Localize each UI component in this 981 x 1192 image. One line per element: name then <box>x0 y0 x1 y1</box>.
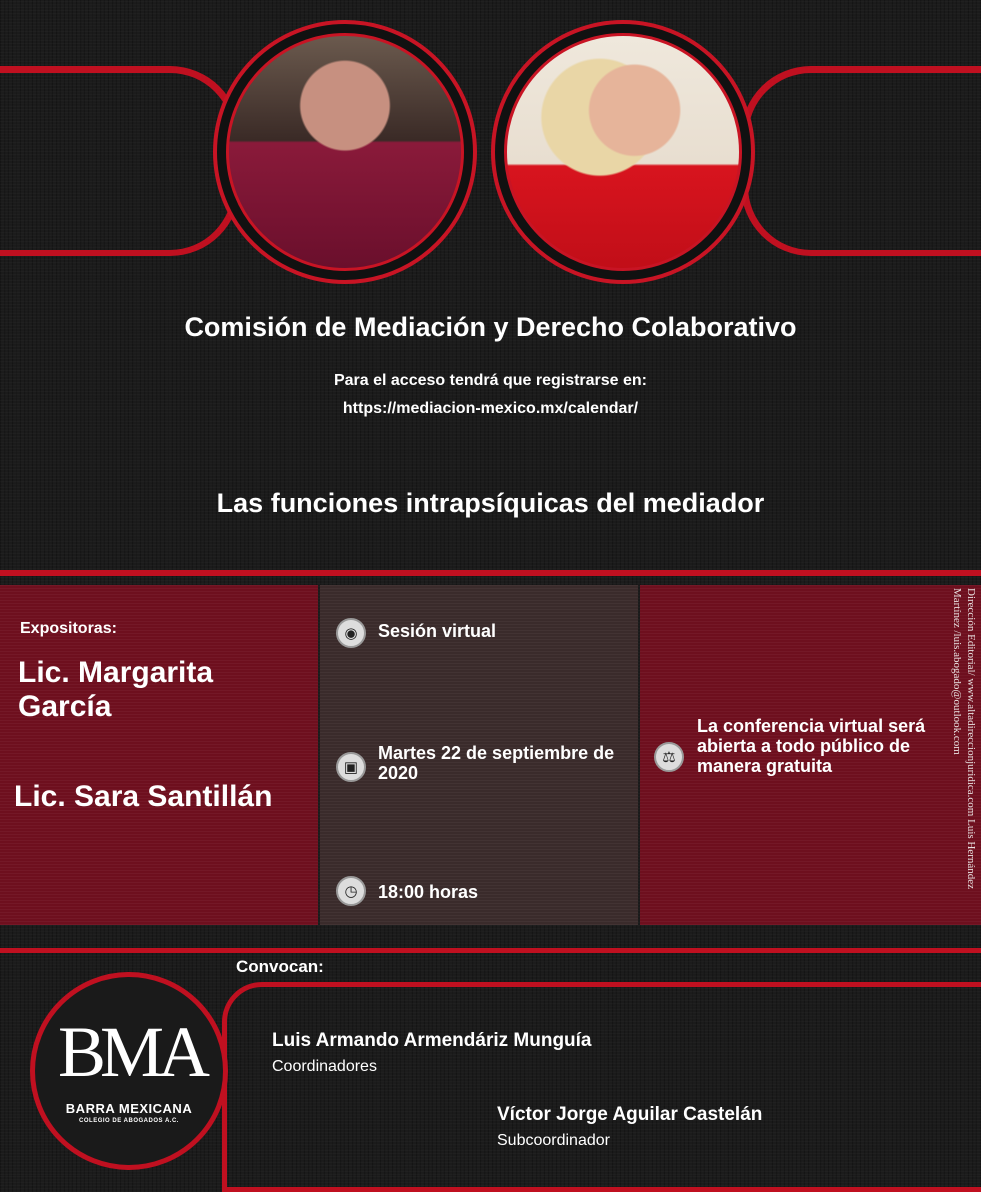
session-time: 18:00 horas <box>378 882 479 902</box>
coordinator-name: Luis Armando Armendáriz Munguía <box>272 1030 592 1051</box>
clock-icon: ◷ <box>336 876 366 906</box>
divider-line-top <box>0 570 981 576</box>
photo-image <box>504 33 742 271</box>
calendar-icon: ▣ <box>336 752 366 782</box>
session-type: Sesión virtual <box>378 621 497 641</box>
session-date: Martes 22 de septiembre de 2020 <box>378 743 615 783</box>
registration-url[interactable]: https://mediacion-mexico.mx/calendar/ <box>342 400 639 417</box>
speaker-name-2: Lic. Sara Santillán <box>14 780 273 813</box>
people-icon: ◉ <box>336 618 366 648</box>
subcoordinator-role: Subcoordinador <box>497 1132 610 1149</box>
editorial-credit: Dirección Editorial/ www.altadireccionjuridica.com Luis Hernández Martínez /luis.abogado@outlook.com <box>951 588 977 890</box>
subcoordinator-name: Víctor Jorge Aguilar Castelán <box>497 1104 763 1125</box>
scales-icon: ⚖ <box>654 742 684 772</box>
registration-instruction: Para el acceso tendrá que registrarse en: <box>333 372 648 389</box>
speaker-name-1: Lic. Margarita García <box>18 656 214 723</box>
coordinator-role: Coordinadores <box>272 1058 377 1075</box>
speaker-photo-1 <box>213 20 477 284</box>
decorative-band-right <box>741 66 981 256</box>
conference-topic: Las funciones intrapsíquicas del mediador <box>216 488 765 518</box>
photo-image <box>226 33 464 271</box>
access-note: La conferencia virtual será abierta a todo público de manera gratuita <box>697 716 926 776</box>
logo-subtitle: COLEGIO DE ABOGADOS A.C. <box>79 1118 179 1124</box>
decorative-band-left <box>0 66 240 256</box>
bottom-frame <box>222 982 981 1192</box>
commission-title: Comisión de Mediación y Derecho Colaborativo <box>184 312 797 342</box>
speakers-label: Expositoras: <box>20 620 117 637</box>
convocan-label: Convocan: <box>236 957 324 976</box>
bma-logo: BMA <box>58 1012 205 1092</box>
speaker-photo-2 <box>491 20 755 284</box>
divider-line-bottom <box>0 948 981 953</box>
logo-name: BARRA MEXICANA <box>65 1101 193 1116</box>
